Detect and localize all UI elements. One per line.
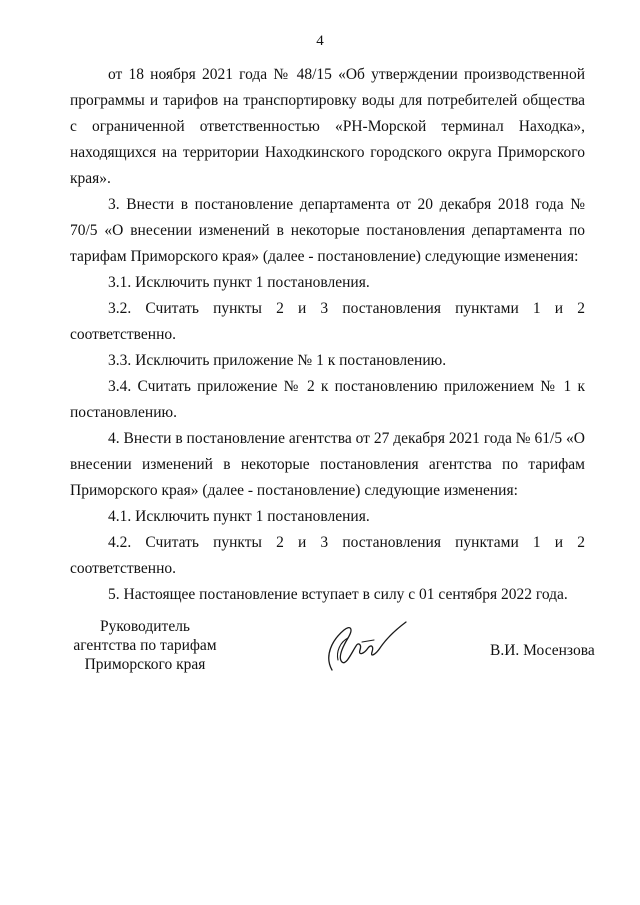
paragraph-item-4-2: 4.2. Считать пункты 2 и 3 постановления пунктами 1 и 2 соответственно. <box>70 534 585 577</box>
page-number: 4 <box>316 33 324 49</box>
paragraph-item-3-3: 3.3. Исключить приложение № 1 к постановлению. <box>108 352 447 369</box>
handwritten-signature <box>318 612 413 677</box>
signatory-title-line-1: Руководитель <box>99 618 191 635</box>
signatory-name: В.И. Мосензова <box>490 642 595 659</box>
signatory-title-line-3: Приморского края <box>84 656 206 673</box>
signatory-title-line-2: агентства по тарифам <box>73 637 217 654</box>
paragraph-item-4: 4. Внести в постановление агентства от 27 декабря 2021 года № 61/5 «О внесении изменений в некоторые постановления агентства по тарифам Приморского края» (далее - постановление) следующие изменения: <box>70 430 585 499</box>
paragraph-item-5: 5. Настоящее постановление вступает в силу с 01 сентября 2022 года. <box>108 586 568 603</box>
paragraph-item-3-1: 3.1. Исключить пункт 1 постановления. <box>108 274 370 291</box>
paragraph-item-3-4: 3.4. Считать приложение № 2 к постановлению приложением № 1 к постановлению. <box>70 378 585 421</box>
paragraph-continuation: от 18 ноября 2021 года № 48/15 «Об утверждении производственной программы и тарифов на транспортировку воды для потребителей общества с ограниченной ответственностью «РН-Морской терминал Находка», находящихся на территории Находкинского городского округа Приморского края». <box>70 66 585 187</box>
paragraph-item-4-1: 4.1. Исключить пункт 1 постановления. <box>108 508 370 525</box>
document-body <box>70 62 585 608</box>
paragraph-item-3: 3. Внести в постановление департамента от 20 декабря 2018 года № 70/5 «О внесении изменений в некоторые постановления департамента по тарифам Приморского края» (далее - постановление) следующие изменения: <box>70 196 585 265</box>
paragraph-item-3-2: 3.2. Считать пункты 2 и 3 постановления пунктами 1 и 2 соответственно. <box>70 300 585 343</box>
signatory-title <box>70 617 220 674</box>
